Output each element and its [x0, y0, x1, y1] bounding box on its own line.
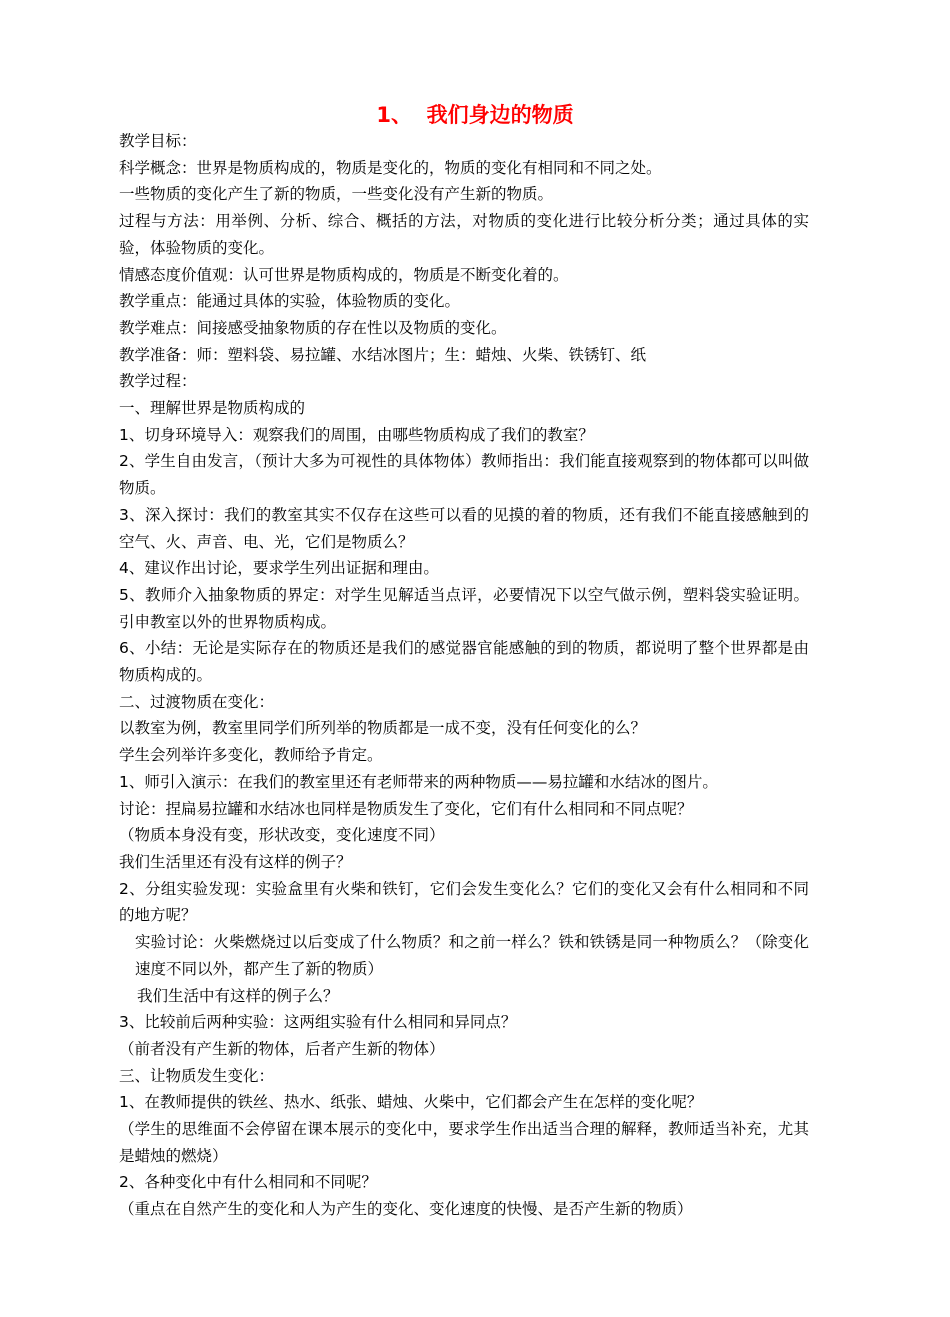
- paragraph: 教学目标：: [119, 132, 197, 150]
- paragraph: 6、小结：无论是实际存在的物质还是我们的感觉器官能感触的到的物质，都说明了整个世界都是由物质构成的。: [119, 639, 809, 685]
- paragraph: （学生的思维面不会停留在课本展示的变化中，要求学生作出适当合理的解释，教师适当补充，尤其是蜡烛的燃烧）: [119, 1120, 809, 1165]
- paragraph: 我们生活里还有没有这样的例子？: [119, 852, 352, 871]
- paragraph: （前者没有产生新的物体，后者产生新的物体）: [119, 1039, 445, 1058]
- paragraph: 讨论：捏扁易拉罐和水结冰也同样是物质发生了变化，它们有什么相同和不同点呢？: [119, 799, 693, 818]
- paragraph: 教学过程：: [119, 372, 197, 391]
- paragraph: （重点在自然产生的变化和人为产生的变化、变化速度的快慢、是否产生新的物质）: [119, 1200, 693, 1219]
- paragraph: 教学重点：能通过具体的实验，体验物质的变化。: [119, 292, 461, 311]
- document-body: [119, 128, 809, 1223]
- paragraph: 1、切身环境导入：观察我们的周围，由哪些物质构成了我们的教室？: [119, 425, 594, 444]
- paragraph: 3、深入探讨：我们的教室其实不仅存在这些可以看的见摸的着的物质，还有我们不能直接感触到的空气、火、声音、电、光，它们是物质么？: [119, 505, 809, 551]
- document-title: 1、 我们身边的物质: [376, 103, 574, 127]
- section-heading: 二、过渡物质在变化：: [119, 692, 275, 711]
- paragraph: 科学概念：世界是物质构成的，物质是变化的，物质的变化有相同和不同之处。: [119, 158, 662, 177]
- paragraph: 学生会列举许多变化，教师给予肯定。: [119, 746, 383, 765]
- paragraph: 以教室为例，教室里同学们所列举的物质都是一成不变，没有任何变化的么？: [119, 719, 647, 738]
- paragraph: 我们生活中有这样的例子么？: [137, 986, 339, 1005]
- paragraph: 2、分组实验发现：实验盒里有火柴和铁钉，它们会发生变化么？它们的变化又会有什么相同和不同的地方呢？: [119, 879, 809, 925]
- paragraph: 5、教师介入抽象物质的界定：对学生见解适当点评，必要情况下以空气做示例，塑料袋实验证明。引申教室以外的世界物质构成。: [119, 585, 809, 631]
- paragraph: 教学准备：师：塑料袋、易拉罐、水结冰图片；生：蜡烛、火柴、铁锈钉、纸: [119, 345, 647, 364]
- paragraph: 一些物质的变化产生了新的物质，一些变化没有产生新的物质。: [119, 185, 554, 204]
- section-heading: 一、理解世界是物质构成的: [119, 399, 306, 418]
- paragraph: 1、在教师提供的铁丝、热水、纸张、蜡烛、火柴中，它们都会产生在怎样的变化呢？: [119, 1093, 703, 1112]
- paragraph: 教学难点：间接感受抽象物质的存在性以及物质的变化。: [119, 318, 507, 337]
- paragraph: 1、师引入演示：在我们的教室里还有老师带来的两种物质——易拉罐和水结冰的图片。: [119, 772, 718, 791]
- paragraph: 3、比较前后两种实验：这两组实验有什么相同和异同点？: [119, 1013, 517, 1032]
- paragraph: 实验讨论：火柴燃烧过以后变成了什么物质？和之前一样么？铁和铁锈是同一种物质么？（除变化速度不同以外，都产生了新的物质）: [135, 933, 809, 978]
- paragraph: 2、学生自由发言，（预计大多为可视性的具体物体）教师指出：我们能直接观察到的物体都可以叫做物质。: [119, 452, 809, 498]
- paragraph: 过程与方法：用举例、分析、综合、概括的方法，对物质的变化进行比较分析分类；通过具体的实验，体验物质的变化。: [119, 212, 809, 257]
- paragraph: 情感态度价值观：认可世界是物质构成的，物质是不断变化着的。: [119, 265, 569, 284]
- section-heading: 三、让物质发生变化：: [119, 1066, 275, 1085]
- paragraph: （物质本身没有变，形状改变，变化速度不同）: [119, 826, 445, 845]
- paragraph: 2、各种变化中有什么相同和不同呢？: [119, 1173, 377, 1192]
- paragraph: 4、建议作出讨论，要求学生列出证据和理由。: [119, 559, 439, 578]
